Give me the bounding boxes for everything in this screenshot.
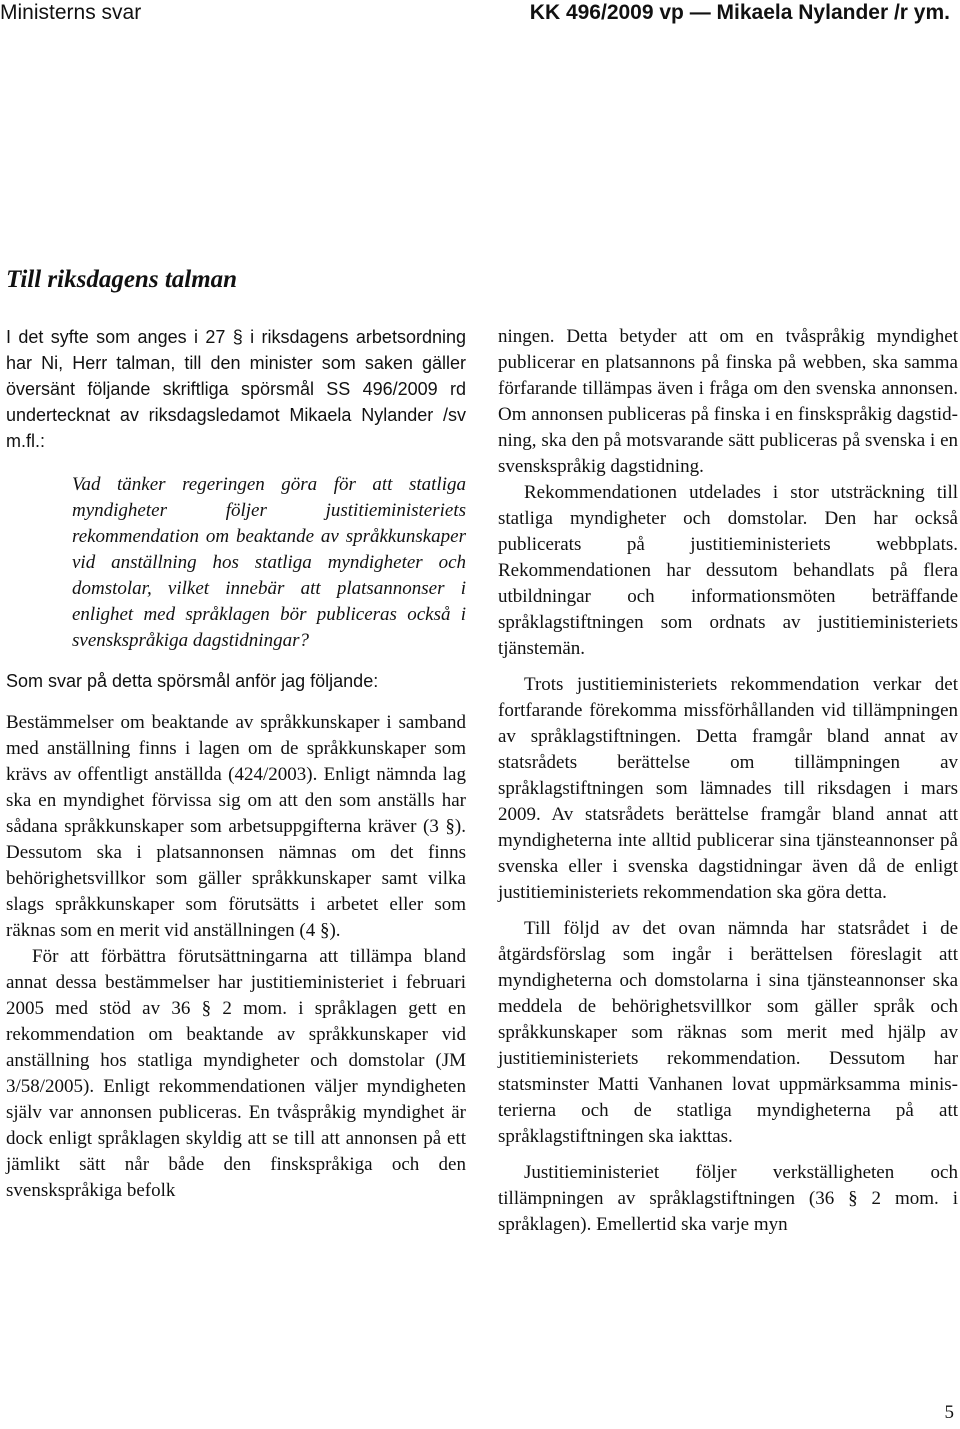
answer-paragraph-3: ningen. Detta betyder att om en tvåspråkig myndighet publicerar en platsannons på finska på webben, ska samma förfarande tillämpas även i fråga om den svenska annonsen. Om annonsen publiceras på finska i en finskspråkig dagstidning, ska den på motsvarande sätt publiceras på svenska i en svenskspråkig dagstidning. (498, 326, 958, 477)
left-column (6, 324, 466, 1204)
answer-paragraph-7: Justitieministeriet följer verkställigheten och tillämpningen av språklagstiftningen (36 § 2 mom. i språklagen). Emellertid ska varje myn (498, 1162, 958, 1235)
question-paragraph: Vad tänker regeringen göra för att statliga myndigheter följer justitieministeriets rekommendation om beaktande av språkkunskaper vid anställning hos statliga myndigheter och domstolar, vilket innebär att platsannonser i enlighet med språklagen bör publiceras också i svenskspråkiga dagstidningar? (72, 474, 466, 651)
intro-paragraph: I det syfte som anges i 27 § i riksdagens arbetsordning har Ni, Herr talman, till den minister som saken gäller översänt följande skriftliga spörsmål SS 496/2009 rd undertecknat av riksdagsledamot Mikaela Nylander /sv m.fl.: (6, 327, 466, 451)
answer-lead-paragraph: Som svar på detta spörsmål anför jag följande: (6, 671, 379, 691)
answer-paragraph-6: Till följd av det ovan nämnda har statsrådet i de åtgärdsförslag som ingår i berättelsen föreslagit att myndigheterna och domstolarna i sina tjänsteannonser ska meddela de behörighetsvillkor som gäller språk och språkkunskaper som räknas som merit med hjälp av justitieministeriets rekommendation. Dessutom har statsminster Matti Vanhanen lovat uppmärksamma ministerierna och de statliga myndigheterna på att språklagstiftningen ska iakttas. (498, 918, 958, 1147)
header-document-reference: KK 496/2009 vp — Mikaela Nylander /r ym. (529, 1, 950, 24)
header-section-label: Ministerns svar (0, 1, 142, 24)
answer-paragraph-1: Bestämmelser om beaktande av språkkunskaper i samband med anställning finns i lagen om de språkkunskaper som krävs av offentligt anställda (424/2003). Enligt nämnda lag ska en myndighet förvissa sig om att den som anställs har sådana språkkunskaper som arbetsuppgifterna kräver (3 §). Dessutom ska i platsannonsen nämnas om det finns behörighetsvillkor som gäller språkkunskaper samt vilka slags språkkunskaper som förutsätts i arbetet eller som räknas som en merit vid anställningen (4 §). (6, 712, 466, 941)
right-column (498, 324, 958, 1238)
answer-paragraph-2: För att förbättra förutsättningarna att tillämpa bland annat dessa bestämmelser har justitieministeriet i februari 2005 med stöd av 36 § 2 mom. i språklagen gett en rekommendation om beaktande av språkkunskaper vid anställning hos statliga myndigheter och domstolar (JM 3/58/2005). Enligt rekommendationen väljer myndigheten själv var annonsen publiceras. En tvåspråkig myndighet är dock enligt språklagen skyldig att se till att annonsen på ett jämlikt sätt når både den finskspråkiga och den svenskspråkiga befolk (6, 946, 466, 1201)
document-title: Till riksdagens talman (6, 266, 238, 293)
answer-paragraph-5: Trots justitieministeriets rekommendation verkar det fortfarande förekomma missförhållanden vid tillämpningen av språklagstiftningen. Detta framgår bland annat av statsrådets berättelse om tillämpningen av språklagstiftningen som lämnades till riksdagen i mars 2009. Av statsrådets berättelse framgår bland annat att myndigheterna inte alltid publicerar sina tjänsteannonser på svenska eller i svenska dagstidningar även då de enligt justitieministeriets rekommendation ska göra detta. (498, 674, 958, 903)
page-number: 5 (944, 1402, 954, 1423)
answer-paragraph-4: Rekommendationen utdelades i stor utsträckning till statliga myndigheter och domstolar. Den har också publicerats på justitieministeriets webbplats. Rekommendationen har dessutom behandlats på flera utbildningar och informationsmöten beträffande språklagstiftningen som ordnats av justitieministeriets tjänstemän. (498, 482, 958, 659)
